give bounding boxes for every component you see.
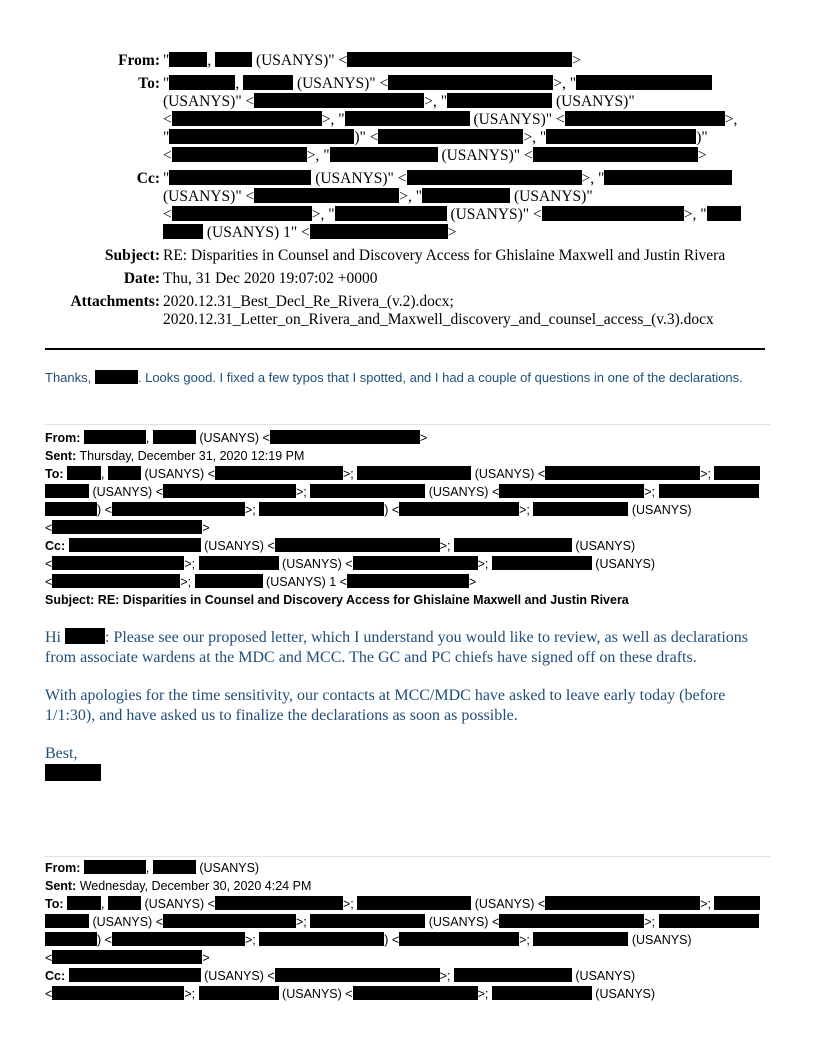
header-value <box>163 293 763 329</box>
to-label: To: <box>138 75 160 92</box>
redaction <box>45 764 101 781</box>
redaction <box>163 224 203 239</box>
header-text: (USANYS) <box>144 467 205 481</box>
header-line: From: , (USANYS) < > <box>45 431 428 445</box>
redaction <box>565 111 725 126</box>
date-value: Thu, 31 Dec 2020 19:07:02 +0000 <box>163 270 378 287</box>
redaction <box>576 75 712 90</box>
redaction <box>353 986 478 1000</box>
redaction <box>499 484 644 498</box>
redaction <box>533 147 698 162</box>
attachments-row <box>0 293 816 329</box>
redaction <box>45 484 89 498</box>
org-text: (USANYS) <box>296 75 370 92</box>
redaction <box>399 932 519 946</box>
redaction <box>604 170 732 185</box>
header-line: Cc: (USANYS) < >; (USANYS) <box>45 539 636 553</box>
message-divider <box>45 424 770 425</box>
from-label: From: <box>118 52 160 69</box>
redaction <box>95 370 138 384</box>
org-text: (USANYS) <box>556 93 629 110</box>
header-text: (USANYS) <box>631 503 692 517</box>
header-line: < >; (USANYS) < >; (USANYS) <box>45 987 656 1001</box>
redaction <box>659 914 759 928</box>
redaction <box>347 574 469 588</box>
email-header <box>0 52 816 334</box>
redaction <box>492 556 592 570</box>
header-text: (USANYS) <box>428 485 489 499</box>
redaction <box>199 986 279 1000</box>
redaction <box>172 111 322 126</box>
redaction <box>275 538 440 552</box>
org-text: (USANYS) <box>473 111 546 128</box>
header-text: (USANYS) <box>204 539 264 553</box>
redaction <box>533 502 628 516</box>
header-label: RE: Disparities in Counsel and Discovery Access for Ghislaine Maxwell and Justin Rivera <box>97 593 629 607</box>
cc-row <box>0 170 816 242</box>
header-text: (USANYS) <box>92 915 153 929</box>
header-line: < >; (USANYS) < >; (USANYS) <box>45 557 656 571</box>
cc-label: Cc: <box>136 170 160 187</box>
redaction <box>545 466 700 480</box>
header-label: From: <box>45 861 81 875</box>
redaction <box>84 860 146 874</box>
redaction <box>169 75 235 90</box>
header-text: Thursday, December 31, 2020 12:19 PM <box>79 449 305 463</box>
redaction <box>52 986 184 1000</box>
header-text: (USANYS) <box>575 539 636 553</box>
redaction <box>542 206 684 221</box>
redaction <box>330 147 438 162</box>
redaction <box>422 188 510 203</box>
header-text: (USANYS) <box>92 485 153 499</box>
redaction <box>707 206 741 221</box>
body-text: Thanks, <box>45 370 92 385</box>
redaction <box>45 914 89 928</box>
redaction <box>546 129 696 144</box>
header-label: To: <box>45 897 64 911</box>
redaction <box>407 170 582 185</box>
redaction <box>254 188 399 203</box>
redaction <box>153 860 196 874</box>
redaction <box>310 914 425 928</box>
redaction <box>345 111 470 126</box>
redaction <box>353 556 478 570</box>
header-value: " (USANYS)" < >, " (USANYS)" < >, " (USANYS)" < >, " (USANYS)" < >, " (USANYS) 1" < > <box>163 170 763 242</box>
redaction <box>215 52 252 67</box>
redaction <box>169 129 354 144</box>
redaction <box>447 93 552 108</box>
redaction <box>545 896 700 910</box>
org-text: (USANYS) <box>514 188 587 205</box>
redaction <box>335 206 447 221</box>
redaction <box>69 538 201 552</box>
header-text: (USANYS) <box>204 969 264 983</box>
redaction <box>259 502 384 516</box>
redaction <box>169 52 207 67</box>
redaction <box>533 932 628 946</box>
redaction <box>67 466 101 480</box>
redaction <box>215 466 343 480</box>
org-text: (USANYS) <box>163 188 236 205</box>
redaction <box>378 129 523 144</box>
header-text: (USANYS) <box>575 969 636 983</box>
attachments-label: Attachments: <box>70 293 160 310</box>
redaction <box>659 484 759 498</box>
redaction <box>52 950 202 964</box>
org-text: (USANYS) <box>450 206 523 223</box>
attachment-link[interactable]: 2020.12.31_Best_Decl_Re_Rivera_(v.2).docx; <box>163 293 454 310</box>
header-label: Sent: <box>45 449 77 463</box>
redaction <box>454 538 572 552</box>
redaction <box>275 968 440 982</box>
from-row <box>0 52 816 70</box>
redaction <box>65 628 105 644</box>
header-text: (USANYS) <box>199 861 260 875</box>
header-line: To: , (USANYS) < >; (USANYS) < >; <box>45 465 770 483</box>
message-divider <box>45 856 770 857</box>
header-label: Subject: <box>45 593 95 607</box>
header-label: Sent: <box>45 879 77 893</box>
redaction <box>163 484 296 498</box>
header-line: From: , (USANYS) <box>45 861 260 875</box>
header-divider <box>45 348 765 350</box>
redaction <box>254 93 424 108</box>
redaction <box>108 466 141 480</box>
redaction <box>163 914 296 928</box>
redaction <box>270 430 420 444</box>
header-line: ) < >; ) < >; (USANYS) <box>45 931 770 949</box>
header-line: < > <box>45 951 210 965</box>
header-line: (USANYS) < >; (USANYS) < >; <box>45 913 770 931</box>
header-line <box>45 591 770 609</box>
header-line: (USANYS) < >; (USANYS) < >; <box>45 483 770 501</box>
redaction <box>69 968 201 982</box>
date-row <box>0 270 816 288</box>
redaction <box>84 430 146 444</box>
redaction <box>215 896 343 910</box>
header-value: " , (USANYS)" < > <box>163 52 581 69</box>
redaction <box>112 932 245 946</box>
redaction <box>45 502 97 516</box>
redaction <box>714 466 760 480</box>
redaction <box>172 147 307 162</box>
redaction <box>259 932 384 946</box>
redaction <box>52 556 184 570</box>
header-text: (USANYS) <box>474 467 535 481</box>
body-text: : Please see our proposed letter, which I understand you would like to review, as well as declarations from associate wardens at the MDC and MCC. The GC and PC chiefs have signed off on these drafts. <box>45 629 749 666</box>
header-text: (USANYS) <box>595 987 656 1001</box>
signoff: Best, <box>45 745 78 762</box>
header-text: Wednesday, December 30, 2020 4:24 PM <box>79 879 312 893</box>
subject-label: Subject: <box>104 247 160 264</box>
header-label: Cc: <box>45 969 66 983</box>
redaction <box>108 896 141 910</box>
org-text: (USANYS) <box>163 93 236 110</box>
header-line: To: , (USANYS) < >; (USANYS) < >; <box>45 895 770 913</box>
redaction <box>52 574 180 588</box>
date-label: Date: <box>123 270 160 287</box>
redaction <box>357 896 471 910</box>
org-text: (USANYS) 1 <box>206 224 291 241</box>
redaction <box>492 986 592 1000</box>
body-text: Hi <box>45 629 61 646</box>
header-line <box>45 447 770 465</box>
redaction <box>499 914 644 928</box>
header-text: (USANYS) <box>144 897 205 911</box>
attachment-link[interactable]: 2020.12.31_Letter_on_Rivera_and_Maxwell_discovery_and_counsel_access_(v.3).docx <box>163 311 714 328</box>
subject-row <box>0 247 816 265</box>
body-text: . Looks good. I fixed a few typos that I spotted, and I had a couple of questions in one of the declarations. <box>137 370 743 385</box>
subject-value: RE: Disparities in Counsel and Discovery Access for Ghislaine Maxwell and Justin Rivera <box>163 247 726 264</box>
redaction <box>388 75 553 90</box>
header-text: (USANYS) <box>282 987 342 1001</box>
org-text: (USANYS) <box>441 147 514 164</box>
redaction <box>357 466 471 480</box>
redaction <box>195 574 263 588</box>
header-line: ) < >; ) < >; (USANYS) <box>45 501 770 519</box>
header-label: From: <box>45 431 81 445</box>
redaction <box>169 170 311 185</box>
message-body <box>45 628 765 784</box>
header-text: (USANYS) <box>474 897 535 911</box>
header-line: < > <box>45 521 210 535</box>
redaction <box>347 52 572 67</box>
redaction <box>243 75 293 90</box>
header-text: (USANYS) <box>199 431 260 445</box>
to-row <box>0 75 816 165</box>
org-text: (USANYS) <box>255 52 329 69</box>
header-text: (USANYS) <box>428 915 489 929</box>
org-text: (USANYS) <box>315 170 388 187</box>
redaction <box>399 502 519 516</box>
message-header <box>45 429 770 609</box>
reply-text <box>45 369 755 387</box>
header-text: (USANYS) 1 <box>266 575 337 589</box>
redaction <box>52 520 202 534</box>
header-line: < >; (USANYS) 1 < > <box>45 575 477 589</box>
redaction <box>310 484 425 498</box>
message-header <box>45 859 770 1003</box>
header-text: (USANYS) <box>282 557 342 571</box>
header-text: (USANYS) <box>595 557 656 571</box>
redaction <box>714 896 760 910</box>
header-value: " , (USANYS)" < >, " (USANYS)" < >, " (USANYS)" < >, " (USANYS)" < >, " )" < >, " )" < >, " (USANYS)" < > <box>163 75 738 164</box>
redaction <box>153 430 196 444</box>
header-line <box>45 877 770 895</box>
redaction <box>67 896 101 910</box>
redaction <box>172 206 312 221</box>
header-label: Cc: <box>45 539 66 553</box>
header-label: To: <box>45 467 64 481</box>
redaction <box>45 932 97 946</box>
redaction <box>454 968 572 982</box>
redaction <box>112 502 245 516</box>
redaction <box>310 224 448 239</box>
redaction <box>199 556 279 570</box>
header-line: Cc: (USANYS) < >; (USANYS) <box>45 969 636 983</box>
body-paragraph: With apologies for the time sensitivity, our contacts at MCC/MDC have asked to leave early today (before 1/1:30), and have asked us to finalize the declarations as soon as possible. <box>45 687 726 724</box>
header-text: (USANYS) <box>631 933 692 947</box>
